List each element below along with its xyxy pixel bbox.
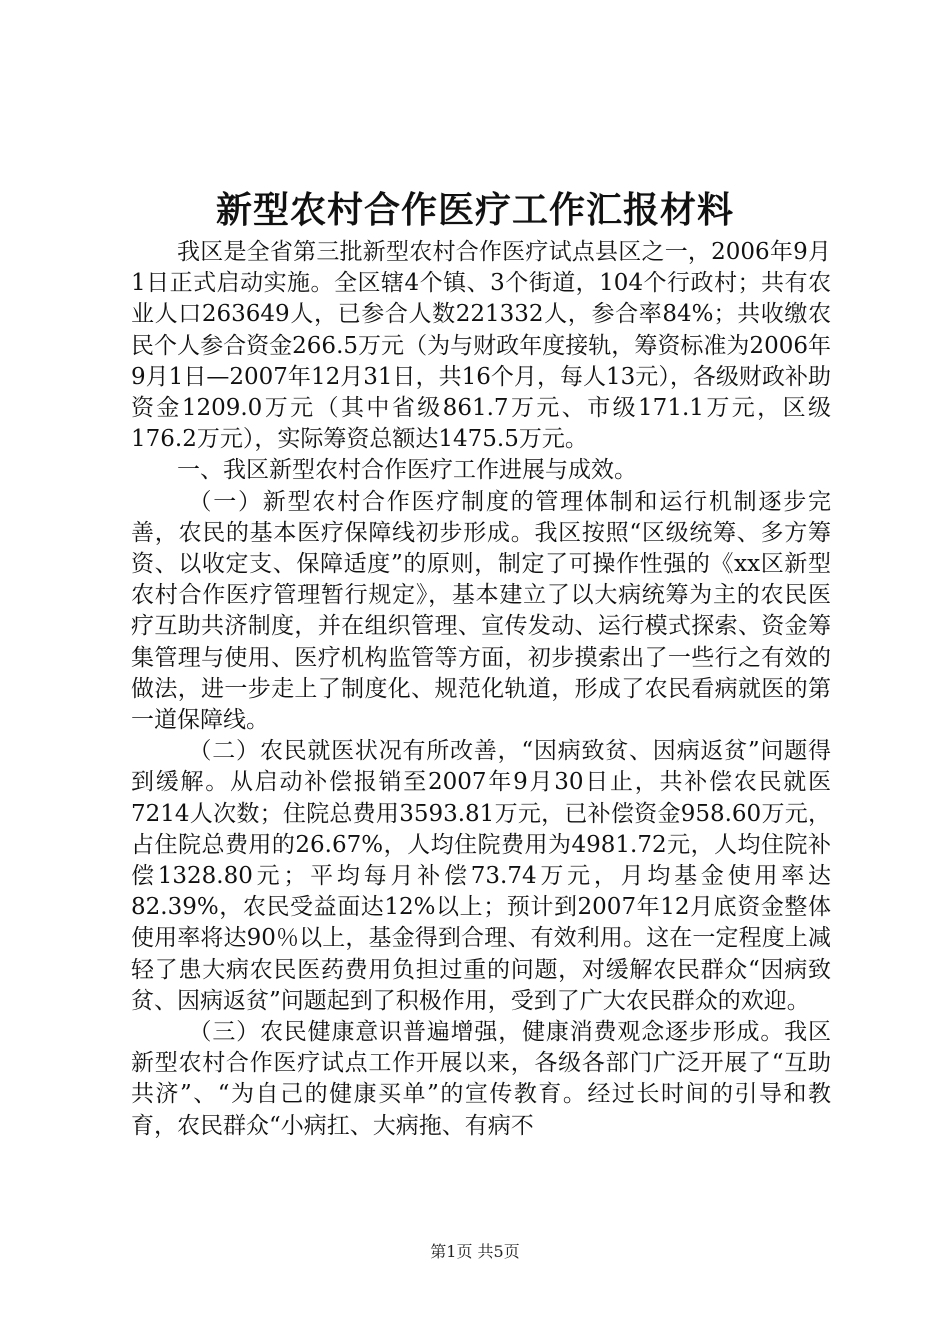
page-number-footer: 第1页 共5页 bbox=[430, 1242, 520, 1261]
document-body bbox=[131, 237, 831, 1142]
paragraph-subsection-1: （一）新型农村合作医疗制度的管理体制和运行机制逐步完善，农民的基本医疗保障线初步形成。我区按照“区级统筹、多方筹资、以收定支、保障适度”的原则，制定了可操作性强的《xx区新型农村合作医疗管理暂行规定》，基本建立了以大病统筹为主的农民医疗互助共济制度，并在组织管理、宣传发动、运行模式探索、资金筹集管理与使用、医疗机构监管等方面，初步摸索出了一些行之有效的做法，进一步走上了制度化、规范化轨道，形成了农民看病就医的第一道保障线。 bbox=[131, 488, 831, 734]
section-heading-1: 一、我区新型农村合作医疗工作进展与成效。 bbox=[177, 457, 637, 484]
document-title: 新型农村合作医疗工作汇报材料 bbox=[215, 189, 734, 231]
paragraph-intro: 我区是全省第三批新型农村合作医疗试点县区之一，2006年9月1日正式启动实施。全区辖4个镇、3个街道，104个行政村；共有农业人口263649人，已参合人数221332人，参合率84%；共收缴农民个人参合资金266.5万元（为与财政年度接轨，筹资标准为2006年9月1日—2007年12月31日，共16个月，每人13元），各级财政补助资金1209.0万元（其中省级861.7万元、市级171.1万元，区级176.2万元），实际筹资总额达1475.5万元。 bbox=[131, 239, 831, 453]
paragraph-subsection-2: （二）农民就医状况有所改善，“因病致贫、因病返贫”问题得到缓解。从启动补偿报销至2007年9月30日止，共补偿农民就医7214人次数；住院总费用3593.81万元，已补偿资金958.60万元，占住院总费用的26.67%，人均住院费用为4981.72元，人均住院补偿1328.80元；平均每月补偿73.74万元，月均基金使用率达82.39%，农民受益面达12%以上；预计到2007年12月底资金整体使用率将达90％以上，基金得到合理、有效利用。这在一定程度上减轻了患大病农民医药费用负担过重的问题，对缓解农民群众“因病致贫、因病返贫”问题起到了积极作用，受到了广大农民群众的欢迎。 bbox=[131, 738, 831, 1014]
paragraph-subsection-3: （三）农民健康意识普遍增强，健康消费观念逐步形成。我区新型农村合作医疗试点工作开展以来，各级各部门广泛开展了“互助共济”、“为自己的健康买单”的宣传教育。经过长时间的引导和教育，农民群众“小病扛、大病拖、有病不 bbox=[131, 1019, 831, 1139]
